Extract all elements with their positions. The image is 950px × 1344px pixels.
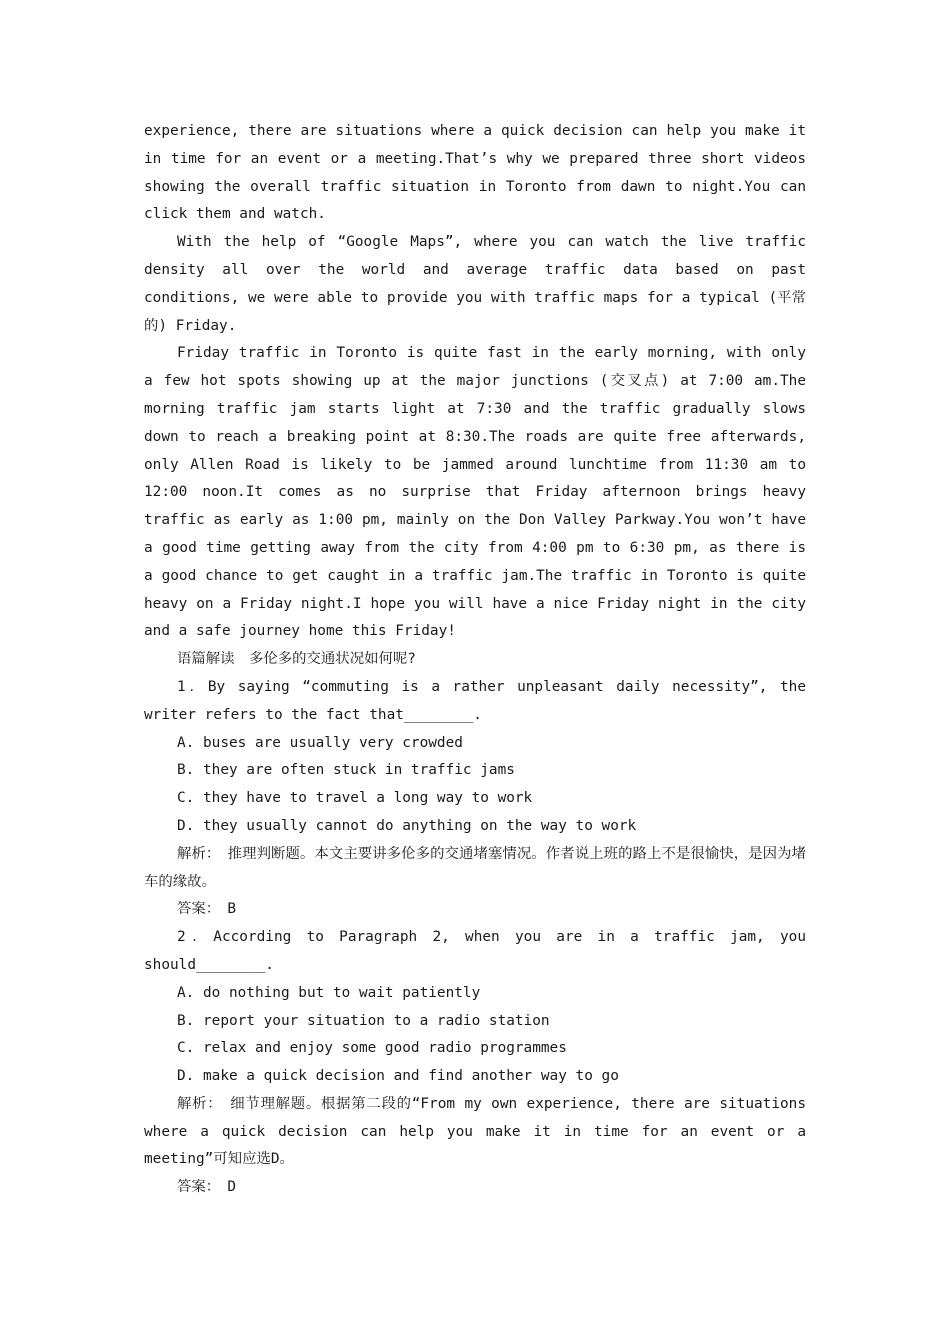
- question-2: [144, 924, 806, 1202]
- option-c: C. relax and enjoy some good radio programmes: [177, 1040, 567, 1057]
- document-page: [144, 118, 806, 1202]
- option-c: C. they have to travel a long way to work: [177, 790, 533, 807]
- question-analysis: 解析： 推理判断题。本文主要讲多伦多的交通堵塞情况。作者说上班的路上不是很愉快，是因为堵车的缘故。: [144, 845, 806, 890]
- question-analysis: 解析： 细节理解题。根据第二段的“From my own experience, there are situations where a quick decision can help you make it in time for an event or a meeting”可知应选D。: [144, 1095, 806, 1168]
- passage-summary: 语篇解读 多伦多的交通状况如何呢?: [177, 651, 416, 668]
- option-d: D. they usually cannot do anything on the way to work: [177, 817, 637, 834]
- option-a: A. buses are usually very crowded: [177, 734, 463, 751]
- question-answer: 答案： B: [177, 901, 237, 918]
- question-stem: 2．According to Paragraph 2, when you are in a traffic jam, you should________.: [144, 929, 806, 973]
- option-d: D. make a quick decision and find another way to go: [177, 1068, 619, 1085]
- option-b: B. they are often stuck in traffic jams: [177, 762, 515, 779]
- passage-paragraph-3: Friday traffic in Toronto is quite fast in the early morning, with only a few hot spots showing up at the major junctions (交叉点) at 7:00 am.The morning traffic jam starts light at 7:30 and the traffic gradually slows down to reach a breaking point at 8:30.The roads are quite free afterwards, only Allen Road is likely to be jammed around lunchtime from 11:30 am to 12:00 noon.It comes as no surprise that Friday afternoon brings heavy traffic as early as 1:00 pm, mainly on the Don Valley Parkway.You won’t have a good time getting away from the city from 4:00 pm to 6:30 pm, as there is a good chance to get caught in a traffic jam.The traffic in Toronto is quite heavy on a Friday night.I hope you will have a nice Friday night in the city and a safe journey home this Friday!: [144, 345, 806, 640]
- question-stem: 1．By saying “commuting is a rather unpleasant daily necessity”, the writer refers to the fact that________.: [144, 678, 806, 723]
- option-b: B. report your situation to a radio station: [177, 1012, 550, 1029]
- passage-paragraph-1: experience, there are situations where a quick decision can help you make it in time for an event or a meeting.That’s why we prepared three short videos showing the overall traffic situation in Toronto from dawn to night.You can click them and watch.: [144, 123, 806, 223]
- passage-paragraph-2: With the help of “Google Maps”, where you can watch the live traffic density all over the world and average traffic data based on past conditions, we were able to provide you with traffic maps for a typical (平常的) Friday.: [144, 234, 806, 334]
- question-answer: 答案： D: [177, 1179, 237, 1196]
- question-1: [144, 674, 806, 924]
- option-a: A. do nothing but to wait patiently: [177, 984, 481, 1001]
